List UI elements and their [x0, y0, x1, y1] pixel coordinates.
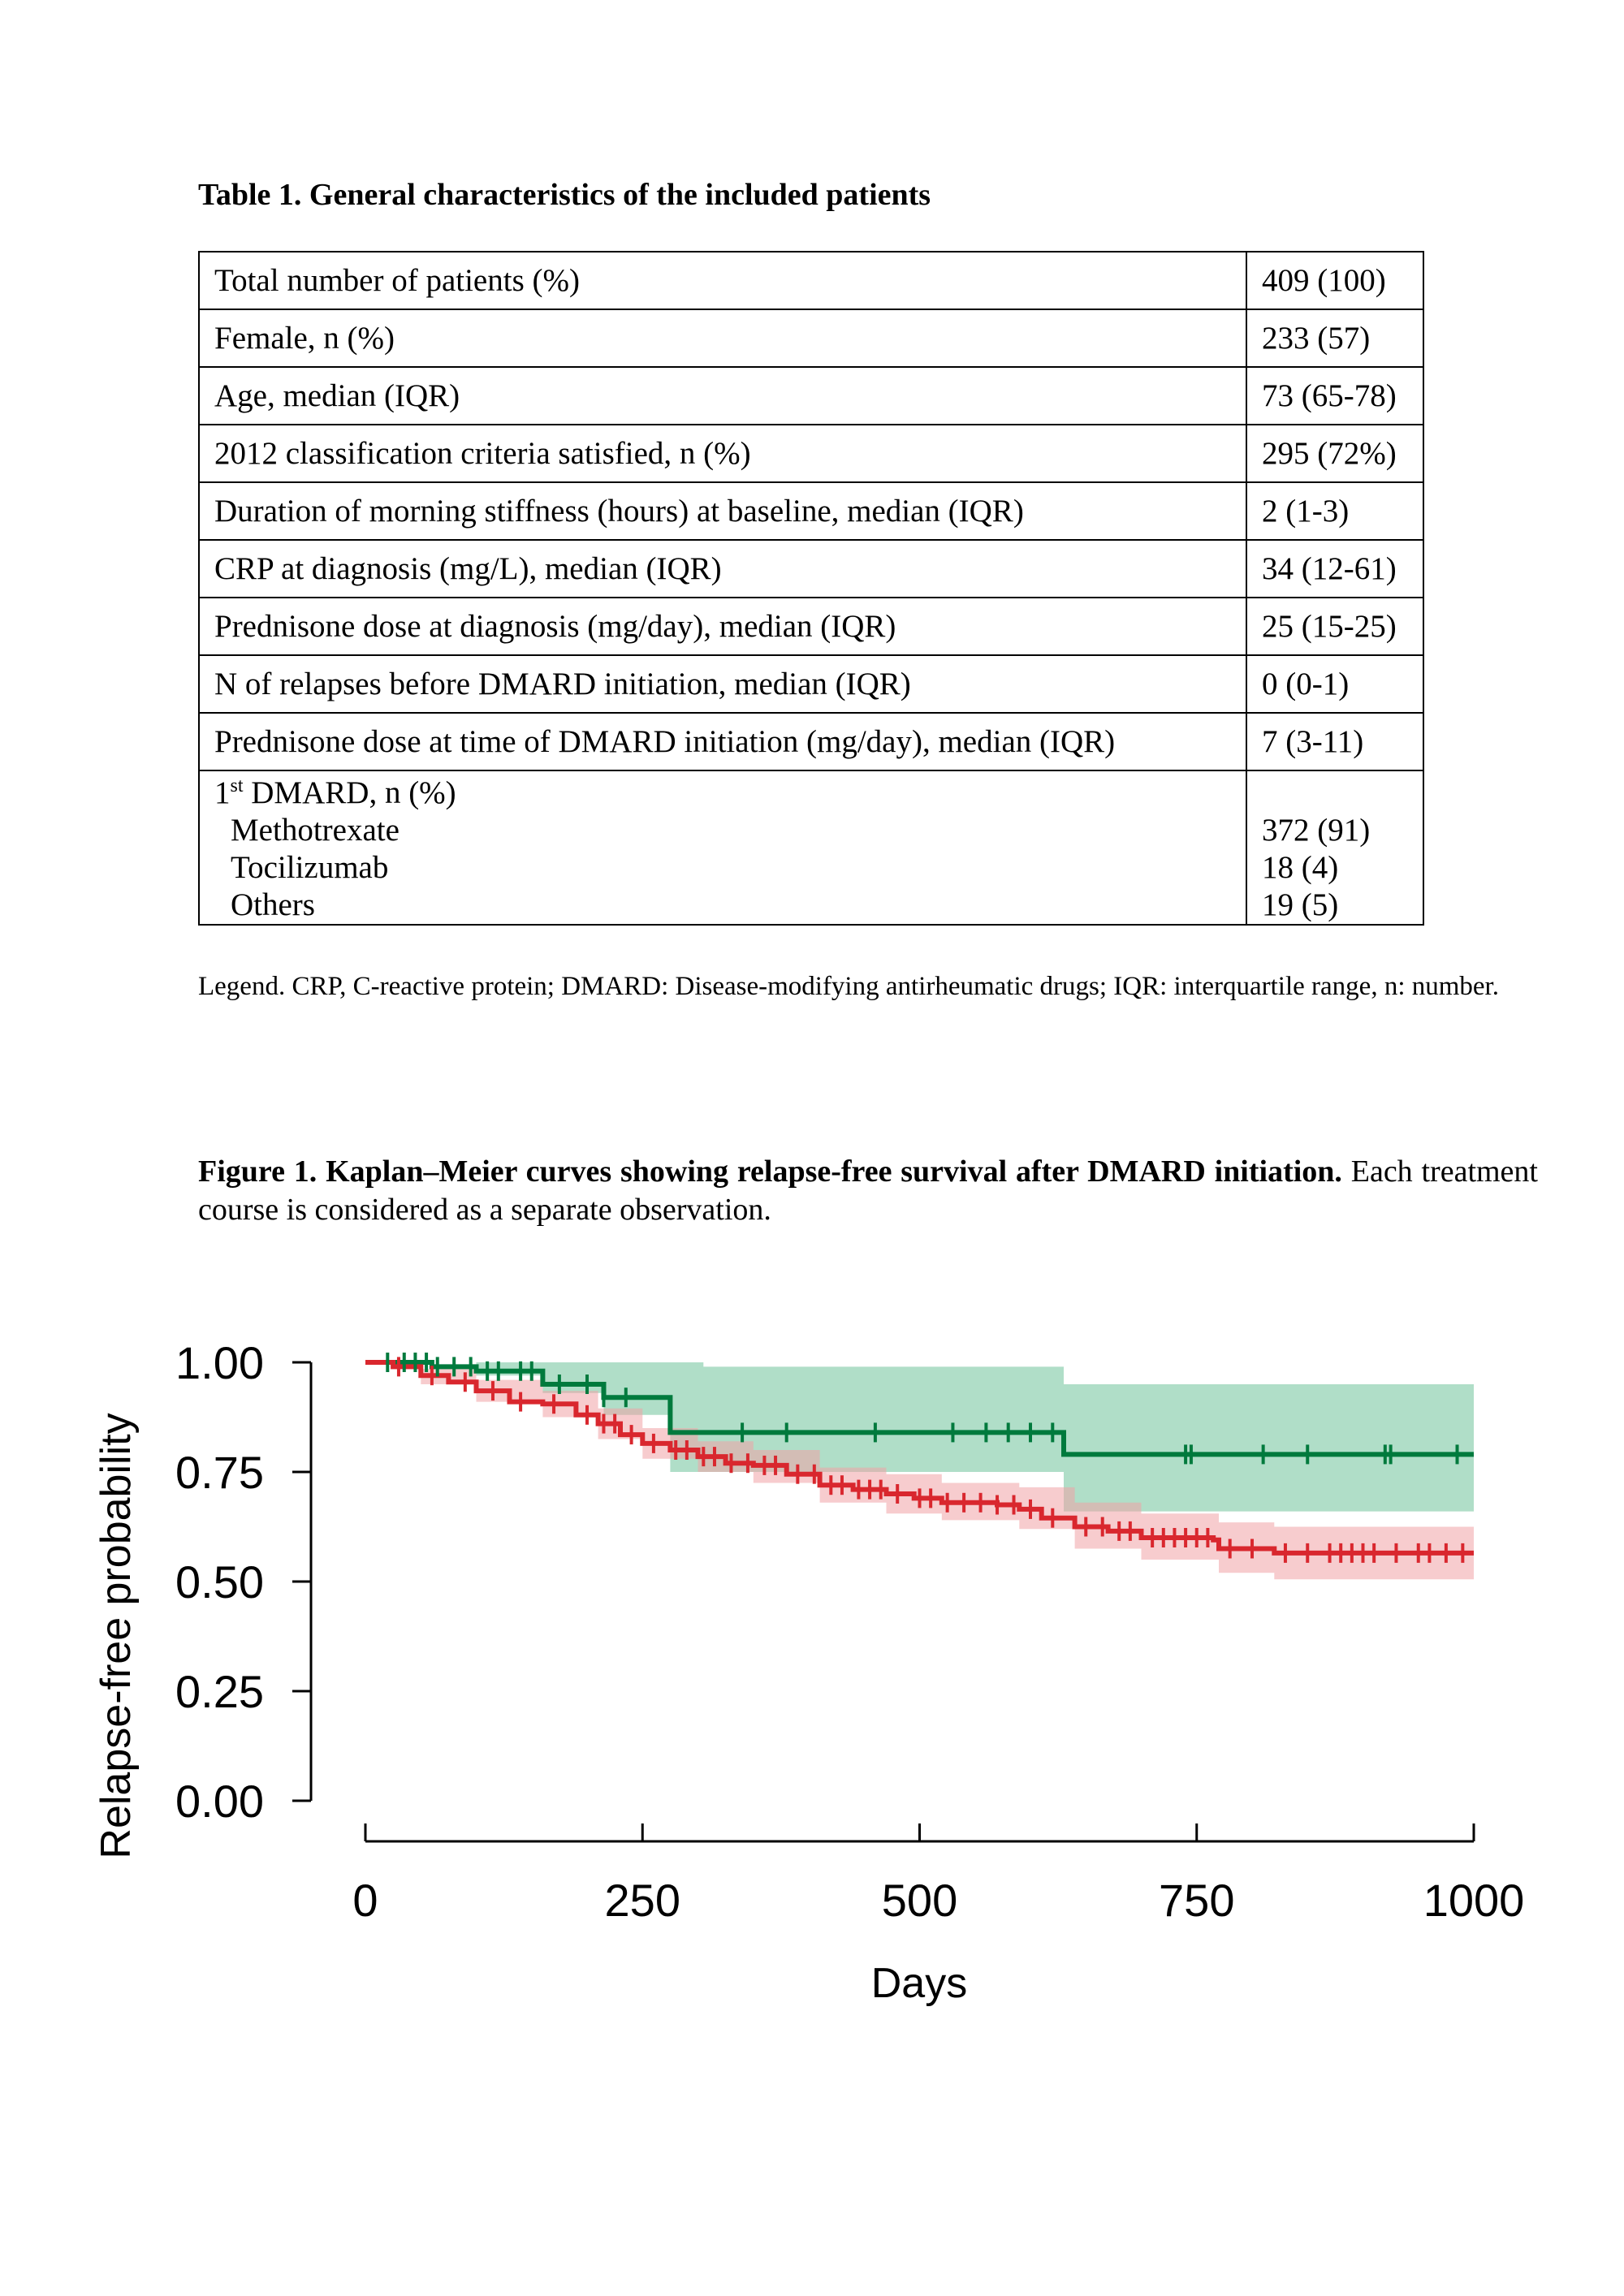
- table-row: [199, 598, 1423, 655]
- row-value: 233 (57): [1246, 309, 1423, 367]
- row-label: CRP at diagnosis (mg/L), median (IQR): [199, 540, 1246, 598]
- row-label: Prednisone dose at time of DMARD initiation (mg/day), median (IQR): [199, 713, 1246, 770]
- table-row: [199, 252, 1423, 309]
- table-row: [199, 713, 1423, 770]
- x-tick-label: 0: [352, 1875, 378, 1926]
- x-tick-label: 750: [1159, 1875, 1235, 1926]
- row-label: 2012 classification criteria satisfied, n (%): [199, 425, 1246, 482]
- table-row: [199, 367, 1423, 425]
- y-tick-label: 0.25: [175, 1666, 264, 1717]
- row-label: Age, median (IQR): [199, 367, 1246, 425]
- dmard-heading: [214, 775, 456, 810]
- dmard-value-cell: [1246, 770, 1423, 925]
- x-tick-label: 1000: [1423, 1875, 1525, 1926]
- characteristics-table-body: [199, 252, 1423, 925]
- row-value: 0 (0-1): [1246, 655, 1423, 713]
- table-row: [199, 482, 1423, 540]
- row-label: Duration of morning stiffness (hours) at baseline, median (IQR): [199, 482, 1246, 540]
- dmard-heading-ordinal: st: [230, 775, 244, 796]
- table-legend: Legend. CRP, C-reactive protein; DMARD: Disease-modifying antirheumatic drugs; IQR: interquartile range, n: number.: [198, 972, 1499, 1001]
- dmard-label-cell: [199, 770, 1246, 925]
- dmard-item-value: 372 (91): [1262, 813, 1371, 848]
- row-value: 73 (65-78): [1246, 367, 1423, 425]
- row-label: Female, n (%): [199, 309, 1246, 367]
- row-value: 2 (1-3): [1246, 482, 1423, 540]
- dmard-row: [199, 770, 1423, 925]
- y-axis-label: Relapse-free probability: [93, 1413, 140, 1859]
- x-axis-label: Days: [870, 1960, 968, 2007]
- row-label: Total number of patients (%): [199, 252, 1246, 309]
- figure-caption-title: Figure 1. Kaplan–Meier curves showing relapse-free survival after DMARD initiation.: [198, 1154, 1342, 1189]
- row-label: N of relapses before DMARD initiation, median (IQR): [199, 655, 1246, 713]
- dmard-item-value: 18 (4): [1262, 850, 1339, 885]
- kaplan-meier-chart: [0, 1250, 1624, 2013]
- y-tick-label: 1.00: [175, 1337, 264, 1388]
- table-row: [199, 309, 1423, 367]
- dmard-item-label: Others: [231, 887, 315, 922]
- dmard-item-value: 19 (5): [1262, 887, 1339, 922]
- y-tick-label: 0.75: [175, 1447, 264, 1498]
- x-tick-label: 500: [881, 1875, 958, 1926]
- row-value: 25 (15-25): [1246, 598, 1423, 655]
- table-title: Table 1. General characteristics of the included patients: [198, 178, 931, 212]
- figure-caption-text: Each treatment course is considered as a separate observation.: [198, 1154, 1538, 1227]
- figure-caption: [198, 1153, 1538, 1229]
- dmard-item-label: Methotrexate: [231, 813, 400, 848]
- dmard-item-label: Tocilizumab: [231, 850, 389, 885]
- row-value: 409 (100): [1246, 252, 1423, 309]
- y-tick-label: 0.50: [175, 1556, 264, 1608]
- row-value: 295 (72%): [1246, 425, 1423, 482]
- row-value: 34 (12-61): [1246, 540, 1423, 598]
- row-value: 7 (3-11): [1246, 713, 1423, 770]
- table-row: [199, 655, 1423, 713]
- table-row: [199, 540, 1423, 598]
- characteristics-table: [198, 251, 1424, 926]
- dmard-heading-text: DMARD, n (%): [243, 775, 456, 810]
- y-tick-label: 0.00: [175, 1776, 264, 1827]
- x-tick-label: 250: [604, 1875, 680, 1926]
- row-label: Prednisone dose at diagnosis (mg/day), median (IQR): [199, 598, 1246, 655]
- dmard-heading-number: 1: [214, 775, 231, 810]
- table-row: [199, 425, 1423, 482]
